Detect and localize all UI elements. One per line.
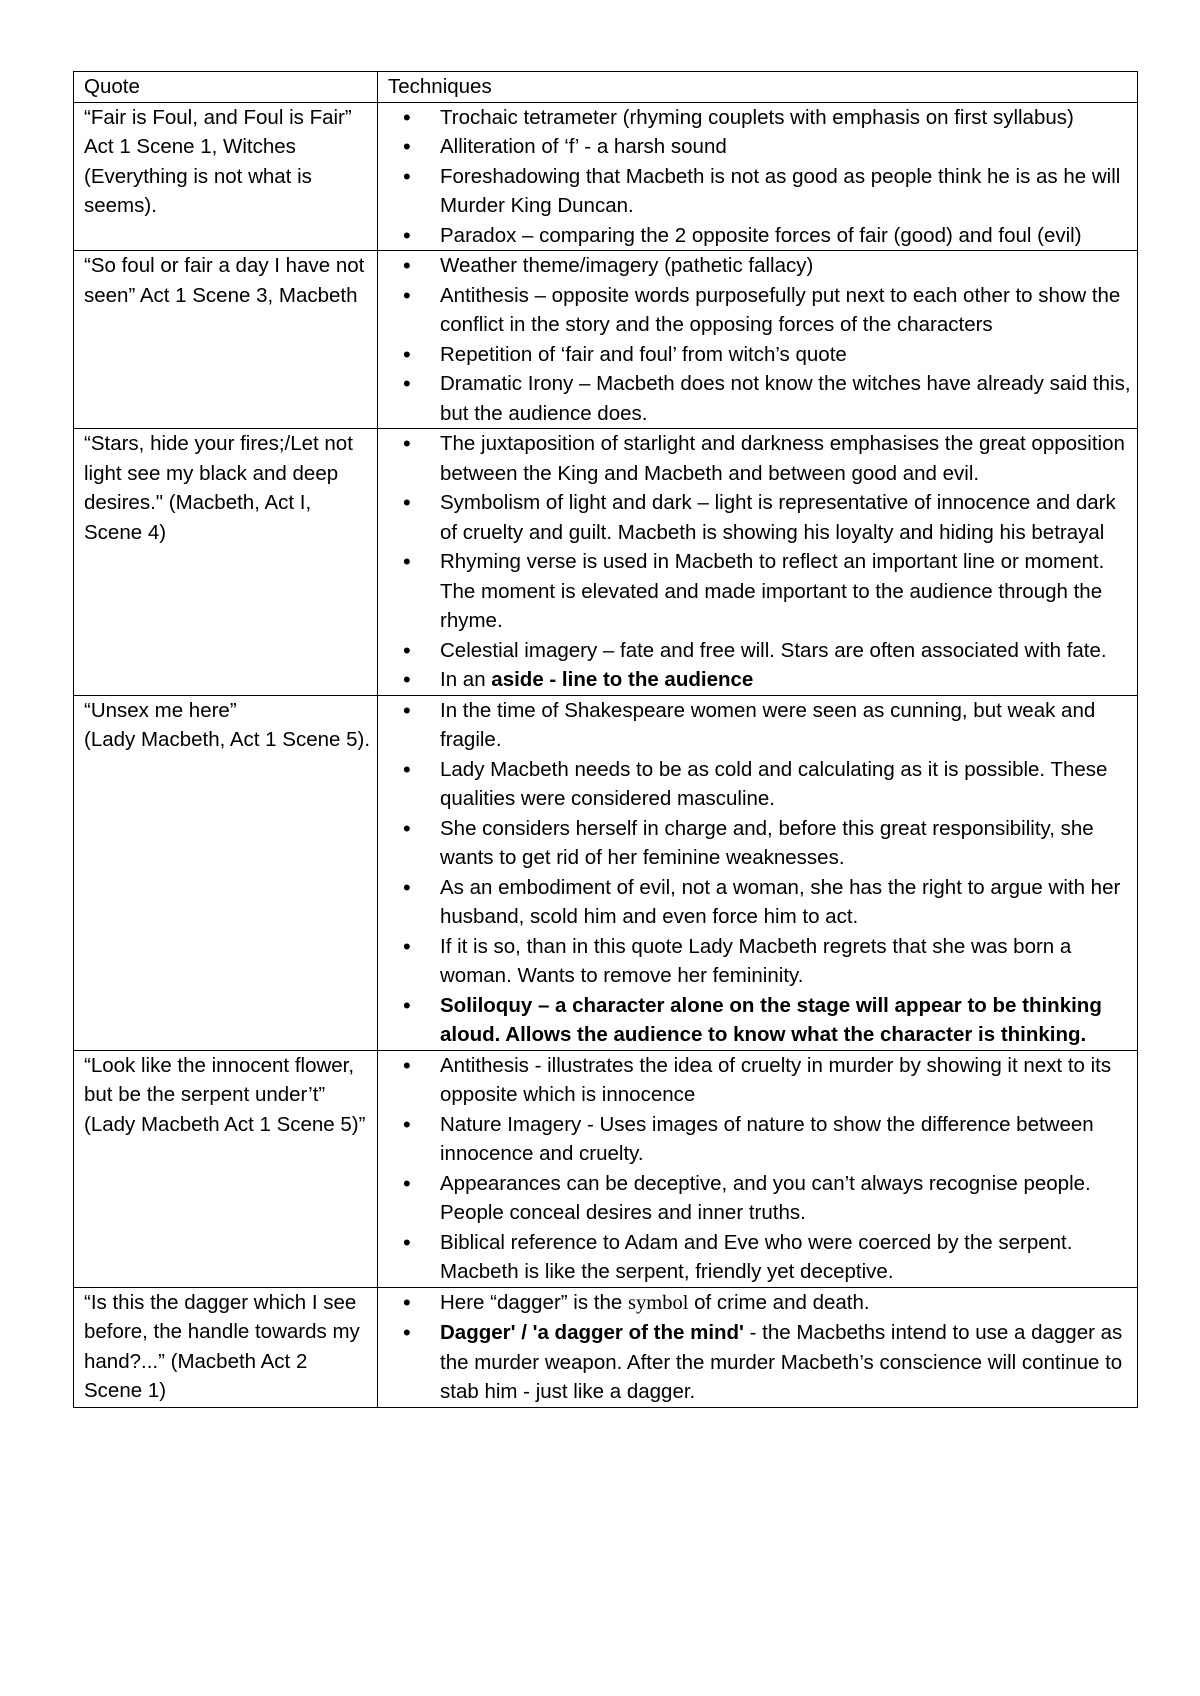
technique-item (440, 814, 1131, 873)
technique-item (440, 873, 1131, 932)
technique-item (440, 1228, 1131, 1287)
quote-text: “Fair is Foul, and Foul is Fair” Act 1 Scene 1, Witches (Everything is not what is seems). (84, 105, 352, 217)
technique-text: Alliteration of ‘f’ - a harsh sound (440, 135, 727, 158)
technique-item (440, 281, 1131, 340)
technique-text-suffix: of crime and death. (688, 1290, 870, 1314)
technique-item (440, 132, 1131, 162)
techniques-list (388, 251, 1131, 428)
technique-item (440, 1051, 1131, 1110)
technique-text: Celestial imagery – fate and free will. Stars are often associated with fate. (440, 638, 1107, 662)
technique-text: Biblical reference to Adam and Eve who were coerced by the serpent. Macbeth is like the serpent, friendly yet deceptive. (440, 1230, 1073, 1283)
technique-text: As an embodiment of evil, not a woman, she has the right to argue with her husband, scold him and even force him to act. (440, 875, 1121, 928)
technique-item (440, 340, 1131, 370)
techniques-cell (378, 429, 1138, 696)
technique-item (440, 1318, 1131, 1407)
technique-text: Foreshadowing that Macbeth is not as good as people think he is as he will Murder King Duncan. (440, 164, 1121, 217)
quote-cell (74, 695, 378, 1050)
technique-text: Lady Macbeth needs to be as cold and calculating as it is possible. These qualities were considered masculine. (440, 757, 1108, 810)
technique-item (440, 488, 1131, 547)
technique-text: Appearances can be deceptive, and you can’t always recognise people. People conceal desires and inner truths. (440, 1171, 1091, 1224)
technique-text: Repetition of ‘fair and foul’ from witch’s quote (440, 342, 847, 366)
technique-text: Nature Imagery - Uses images of nature to show the difference between innocence and cruelty. (440, 1112, 1094, 1165)
technique-text: Antithesis – opposite words purposefully put next to each other to show the conflict in the story and the opposing forces of the characters (440, 283, 1121, 336)
technique-item (440, 932, 1131, 991)
quote-text: “Stars, hide your fires;/Let not light see my black and deep desires." (Macbeth, Act I, Scene 4) (84, 432, 353, 544)
quote-cell (74, 251, 378, 429)
technique-text: Rhyming verse is used in Macbeth to reflect an important line or moment. The moment is elevated and made important to the audience through the rhyme. (440, 550, 1105, 632)
technique-text: Antithesis - illustrates the idea of cruelty in murder by showing it next to its opposite which is innocence (440, 1053, 1112, 1106)
technique-item (440, 636, 1131, 666)
technique-text-prefix: In an (440, 668, 492, 691)
techniques-list (388, 1288, 1131, 1407)
technique-text-prefix: Here “dagger” is the (440, 1290, 629, 1314)
document-page (73, 71, 1137, 1408)
techniques-cell (378, 102, 1138, 251)
quote-text: “Is this the dagger which I see before, the handle towards my hand?...” (Macbeth Act 2 Scene 1) (84, 1290, 360, 1402)
technique-item (440, 1288, 1131, 1319)
techniques-cell (378, 1287, 1138, 1407)
table-row (74, 102, 1138, 251)
technique-text: Dramatic Irony – Macbeth does not know the witches have already said this, but the audience does. (440, 372, 1131, 425)
technique-item (440, 251, 1131, 281)
technique-item (440, 162, 1131, 221)
technique-item (440, 429, 1131, 488)
header-row (74, 72, 1138, 103)
technique-item (440, 665, 1131, 695)
quote-source: (Lady Macbeth, Act 1 Scene 5). (84, 728, 371, 751)
technique-item (440, 755, 1131, 814)
technique-item (440, 103, 1131, 133)
techniques-column-header: Techniques (378, 72, 1138, 103)
technique-bold-text: Soliloquy – a character alone on the stage will appear to be thinking aloud. Allows the audience to know what the character is thinking. (440, 993, 1102, 1046)
technique-item (440, 696, 1131, 755)
quote-cell (74, 1287, 378, 1407)
technique-text: If it is so, than in this quote Lady Macbeth regrets that she was born a woman. Wants to remove her femininity. (440, 934, 1072, 987)
table-row (74, 1287, 1138, 1407)
techniques-cell (378, 1050, 1138, 1287)
technique-bold-text: Dagger' / 'a dagger of the mind' (440, 1321, 744, 1344)
quote-text: “Look like the innocent flower, but be the serpent under’t” (Lady Macbeth Act 1 Scene 5)” (84, 1053, 366, 1136)
quote-text: “Unsex me here” (84, 698, 237, 722)
technique-text-suffix: - the Macbeths intend to use a dagger as the murder weapon. After the murder Macbeth’s conscience will continue to stab him - just like a dagger. (440, 1321, 1123, 1403)
techniques-list (388, 429, 1131, 695)
technique-text: Weather theme/imagery (pathetic fallacy) (440, 254, 814, 277)
technique-text: Trochaic tetrameter (rhyming couplets with emphasis on first syllabus) (440, 105, 1074, 129)
technique-item (440, 1169, 1131, 1228)
quote-cell (74, 102, 378, 251)
technique-item (440, 991, 1131, 1050)
table-row (74, 1050, 1138, 1287)
technique-text: In the time of Shakespeare women were seen as cunning, but weak and fragile. (440, 698, 1096, 751)
technique-item (440, 547, 1131, 636)
table-row (74, 429, 1138, 696)
quotes-table (73, 71, 1138, 1408)
technique-text: Symbolism of light and dark – light is representative of innocence and dark of cruelty and guilt. Macbeth is showing his loyalty and hiding his betrayal (440, 491, 1116, 544)
technique-item (440, 369, 1131, 428)
technique-item (440, 221, 1131, 251)
technique-text: Paradox – comparing the 2 opposite forces of fair (good) and foul (evil) (440, 223, 1082, 247)
technique-text: The juxtaposition of starlight and darkness emphasises the great opposition between the King and Macbeth and between good and evil. (440, 432, 1125, 485)
quote-column-header: Quote (74, 72, 378, 103)
table-row (74, 695, 1138, 1050)
techniques-list (388, 1051, 1131, 1287)
techniques-cell (378, 251, 1138, 429)
quote-cell (74, 1050, 378, 1287)
technique-bold-text: aside - line to the audience (491, 668, 754, 691)
technique-serif-word: symbol (628, 1291, 689, 1314)
techniques-list (388, 696, 1131, 1050)
quote-text: “So foul or fair a day I have not seen” Act 1 Scene 3, Macbeth (84, 254, 365, 307)
techniques-list (388, 103, 1131, 251)
techniques-cell (378, 695, 1138, 1050)
technique-item (440, 1110, 1131, 1169)
table-row (74, 251, 1138, 429)
quote-cell (74, 429, 378, 696)
technique-text: She considers herself in charge and, before this great responsibility, she wants to get rid of her feminine weaknesses. (440, 816, 1094, 869)
